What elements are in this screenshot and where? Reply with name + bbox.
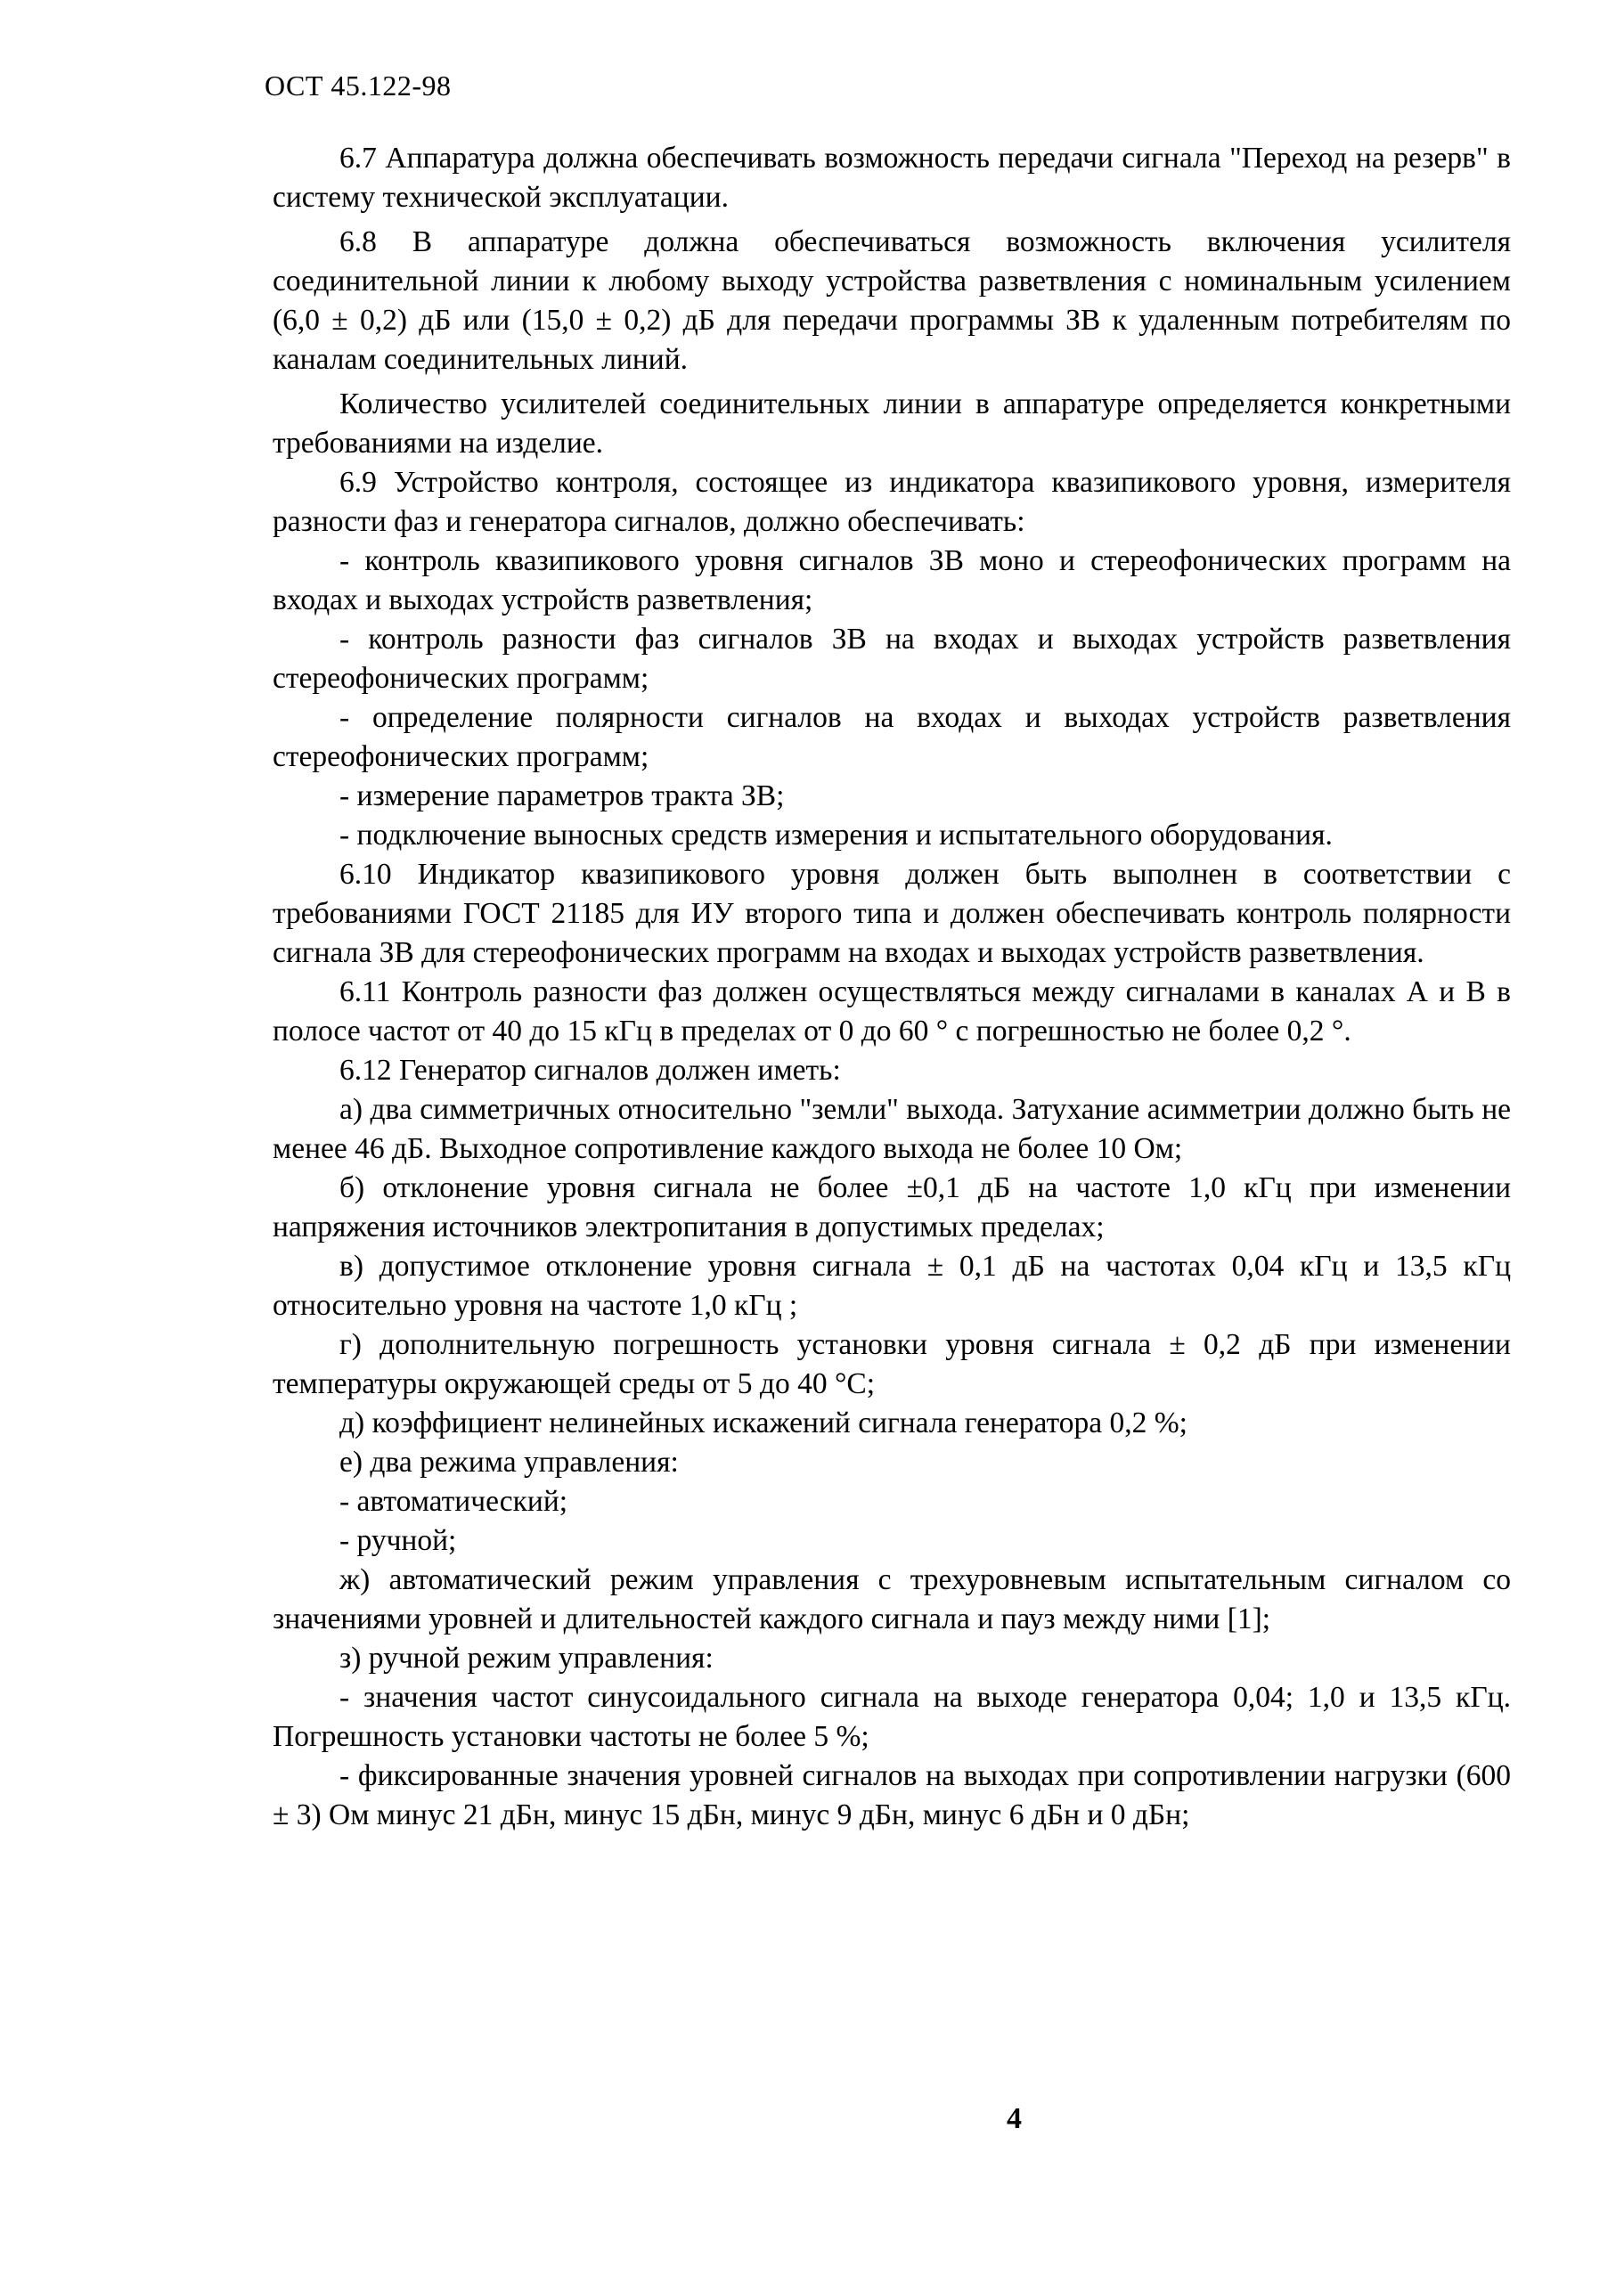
- list-item: е) два режима управления:: [339, 1446, 679, 1479]
- list-item: в) допустимое отклонение уровня сигнала ± 0,1 дБ на частотах 0,04 кГц и 13,5 кГц относительно уровня на частоте 1,0 кГц ;: [273, 1250, 1511, 1322]
- document-code-header: ОСТ 45.122-98: [265, 69, 452, 102]
- paragraph-6-11: 6.11 Контроль разности фаз должен осуществляться между сигналами в каналах А и В в полосе частот от 40 до 15 кГц в пределах от 0 до 60 ° с погрешностью не более 0,2 °.: [273, 975, 1511, 1048]
- list-item: - автоматический;: [339, 1485, 568, 1518]
- list-item: г) дополнительную погрешность установки уровня сигнала ± 0,2 дБ при изменении температуры окружающей среды от 5 до 40 °С;: [273, 1328, 1511, 1400]
- paragraph-6-9: 6.9 Устройство контроля, состоящее из индикатора квазипикового уровня, измерителя разности фаз и генератора сигналов, должно обеспечивать:: [273, 466, 1511, 538]
- list-item: б) отклонение уровня сигнала не более ±0,1 дБ на частоте 1,0 кГц при изменении напряжения источников электропитания в допустимых пределах;: [273, 1171, 1511, 1244]
- list-item: а) два симметричных относительно "земли" выхода. Затухание асимметрии должно быть не менее 46 дБ. Выходное сопротивление каждого выхода не более 10 Ом;: [273, 1093, 1511, 1165]
- list-item: - контроль квазипикового уровня сигналов ЗВ моно и стереофонических программ на входах и выходах устройств разветвления;: [273, 544, 1511, 616]
- paragraph-6-7: 6.7 Аппаратура должна обеспечивать возможность передачи сигнала "Переход на резерв" в систему технической эксплуатации.: [273, 142, 1511, 214]
- list-item: - измерение параметров тракта ЗВ;: [339, 779, 785, 812]
- paragraph-6-10: 6.10 Индикатор квазипикового уровня должен быть выполнен в соответствии с требованиями ГОСТ 21185 для ИУ второго типа и должен обеспечивать контроль полярности сигнала ЗВ для стереофонических программ на входах и выходах устройств разветвления.: [273, 858, 1511, 969]
- list-item: - фиксированные значения уровней сигналов на выходах при сопротивлении нагрузки (600 ± 3) Ом минус 21 дБн, минус 15 дБн, минус 9 дБн, минус 6 дБн и 0 дБн;: [273, 1759, 1511, 1831]
- list-item: д) коэффициент нелинейных искажений сигнала генератора 0,2 %;: [339, 1407, 1187, 1439]
- list-item: ж) автоматический режим управления с трехуровневым испытательным сигналом со значениями уровней и длительностей каждого сигнала и пауз между ними [1];: [273, 1563, 1511, 1635]
- list-item: - контроль разности фаз сигналов ЗВ на входах и выходах устройств разветвления стереофонических программ;: [273, 623, 1511, 695]
- paragraph-6-8: 6.8 В аппаратуре должна обеспечиваться возможность включения усилителя соединительной линии к любому выходу устройства разветвления с номинальным усилением (6,0 ± 0,2) дБ или (15,0 ± 0,2) дБ для передачи программы ЗВ к удаленным потребителям по каналам соединительных линий.: [273, 225, 1511, 376]
- paragraph-amplifier-count: Количество усилителей соединительных линии в аппаратуре определяется конкретными требованиями на изделие.: [273, 387, 1511, 460]
- list-item: - значения частот синусоидального сигнала на выходе генератора 0,04; 1,0 и 13,5 кГц. Погрешность установки частоты не более 5 %;: [273, 1681, 1511, 1753]
- list-item: - подключение выносных средств измерения и испытательного оборудования.: [339, 819, 1333, 852]
- page-number: 4: [1007, 2102, 1022, 2135]
- document-body: [273, 134, 1511, 1835]
- paragraph-6-12: 6.12 Генератор сигналов должен иметь:: [339, 1054, 841, 1087]
- list-item: - ручной;: [339, 1524, 457, 1557]
- list-item: - определение полярности сигналов на входах и выходах устройств разветвления стереофонических программ;: [273, 701, 1511, 773]
- list-item: з) ручной режим управления:: [339, 1642, 714, 1675]
